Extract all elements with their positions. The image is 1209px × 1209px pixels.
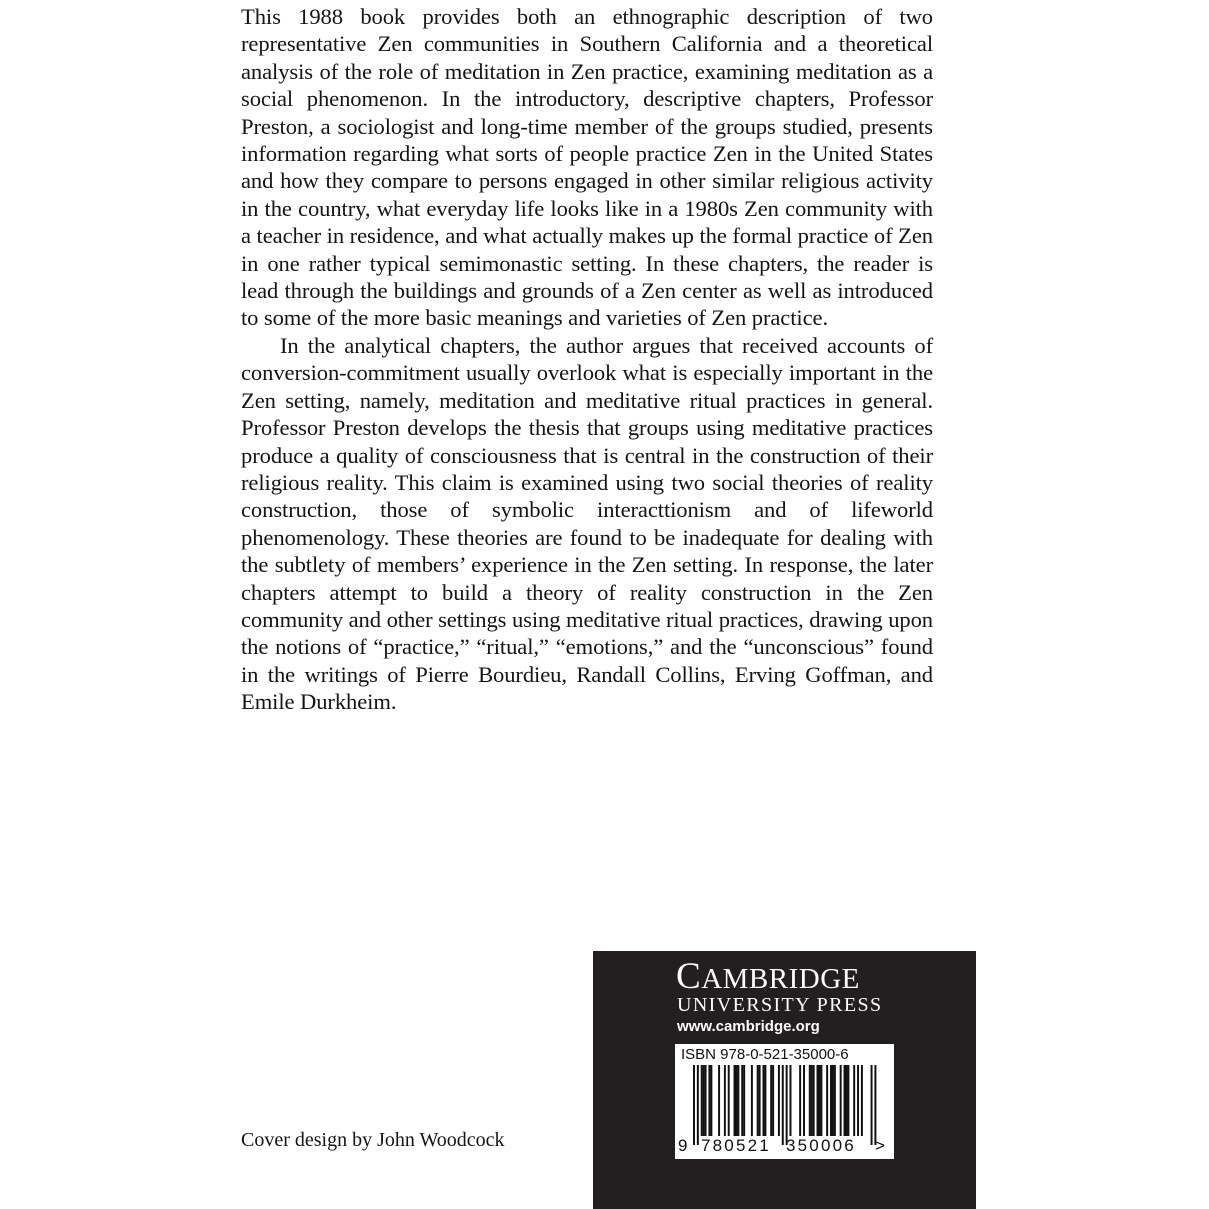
barcode-bar bbox=[703, 1065, 705, 1136]
publisher-name-initial: C bbox=[676, 956, 702, 997]
barcode-bar bbox=[743, 1065, 745, 1136]
barcode-bar bbox=[701, 1065, 703, 1136]
barcode-bar bbox=[845, 1065, 847, 1136]
barcode-bar bbox=[799, 1065, 801, 1136]
barcode-guard-bar bbox=[697, 1065, 699, 1145]
barcode-bar bbox=[757, 1065, 759, 1136]
barcode-bar bbox=[844, 1065, 846, 1136]
barcode-bar bbox=[826, 1065, 828, 1136]
barcode-bar bbox=[853, 1065, 855, 1136]
barcode-lead-digit: 9 bbox=[678, 1136, 688, 1155]
cover-design-credit: Cover design by John Woodcock bbox=[241, 1129, 505, 1151]
barcode-guard-bar bbox=[786, 1065, 788, 1145]
barcode-right-digits: 350006 bbox=[786, 1136, 856, 1155]
barcode-bar bbox=[834, 1065, 836, 1136]
barcode-bar bbox=[840, 1065, 842, 1136]
isbn-label: ISBN 978-0-521-35000-6 bbox=[681, 1046, 849, 1063]
barcode-bar bbox=[803, 1065, 805, 1136]
barcode-bar bbox=[718, 1065, 720, 1136]
barcode-bar bbox=[764, 1065, 766, 1136]
barcode-bar bbox=[735, 1065, 737, 1136]
barcode-bar bbox=[705, 1065, 707, 1136]
barcode-guard-bar bbox=[871, 1065, 873, 1145]
barcode-left-digits: 780521 bbox=[701, 1136, 771, 1155]
barcode-bar bbox=[811, 1065, 813, 1136]
barcode-guard-bar bbox=[874, 1065, 876, 1145]
barcode-bar bbox=[770, 1065, 772, 1136]
barcode-bar bbox=[818, 1065, 820, 1136]
barcode-bar bbox=[809, 1065, 811, 1136]
blurb-paragraph-2: In the analytical chapters, the author argues that received accounts of conversion-commitment usually overlook what is especially important in the Zen setting, namely, meditation and meditative ritual practices in general. Professor Preston develops the thesis that groups using meditative practices produce a quality of consciousness that is central in the construction of their religious reality. This claim is examined using two social theories of reality construction, those of symbolic interacttionism and of lifeworld phenomenology. These theories are found to be inadequate for dealing with the subtlety of members’ experience in the Zen setting. In response, the later chapters attempt to build a theory of reality construction in the Zen community and other settings using meditative ritual practices, drawing upon the notions of “practice,” “ritual,” “emotions,” and the “unconscious” found in the writings of Pierre Bourdieu, Randall Collins, Erving Goffman, and Emile Durkheim. bbox=[241, 332, 933, 715]
barcode-bar bbox=[759, 1065, 761, 1136]
publisher-press-label: UNIVERSITY PRESS bbox=[677, 994, 883, 1016]
barcode-bar bbox=[817, 1065, 819, 1136]
blurb-paragraph-1: This 1988 book provides both an ethnographic description of two representative Zen communities in Southern California and a theoretical analysis of the role of meditation in Zen practice, examining meditation as a social phenomenon. In the introductory, descriptive chapters, Professor Preston, a sociologist and long-time member of the groups studied, presents information regarding what sorts of people practice Zen in the United States and how they compare to persons engaged in other similar religious activity in the country, what everyday life looks like in a 1980s Zen community with a teacher in residence, and what actually makes up the formal practice of Zen in one rather typical semimonastic setting. In these chapters, the reader is lead through the buildings and grounds of a Zen center as well as introduced to some of the more basic meanings and varieties of Zen practice. bbox=[241, 4, 933, 331]
isbn-barcode bbox=[675, 1044, 894, 1159]
barcode-bar bbox=[857, 1065, 859, 1136]
barcode-bar bbox=[762, 1065, 764, 1136]
barcode-bar bbox=[728, 1065, 730, 1136]
barcode-bar bbox=[830, 1065, 832, 1136]
barcode-bar bbox=[741, 1065, 743, 1136]
barcode-bar bbox=[790, 1065, 792, 1136]
barcode-bar bbox=[734, 1065, 736, 1136]
back-cover-blurb bbox=[241, 3, 933, 716]
barcode-guard-bar bbox=[782, 1065, 784, 1145]
publisher-name-rest: AMBRIDGE bbox=[701, 963, 860, 995]
barcode-bar bbox=[820, 1065, 822, 1136]
barcode-bar bbox=[847, 1065, 849, 1136]
barcode-bar bbox=[708, 1065, 710, 1136]
barcode-bar bbox=[778, 1065, 780, 1136]
barcode-guard-bar bbox=[693, 1065, 695, 1145]
barcode-bar bbox=[710, 1065, 712, 1136]
barcode-bar bbox=[861, 1065, 863, 1136]
publisher-url: www.cambridge.org bbox=[677, 1018, 820, 1035]
barcode-bar bbox=[772, 1065, 774, 1136]
barcode-digits bbox=[675, 1136, 894, 1156]
barcode-quiet-mark: > bbox=[875, 1136, 885, 1155]
publisher-panel bbox=[593, 951, 976, 1209]
barcode-bar bbox=[737, 1065, 739, 1136]
barcode-bar bbox=[751, 1065, 753, 1136]
barcode-bar bbox=[724, 1065, 726, 1136]
barcode-bar bbox=[813, 1065, 815, 1136]
barcode-bar bbox=[832, 1065, 834, 1136]
